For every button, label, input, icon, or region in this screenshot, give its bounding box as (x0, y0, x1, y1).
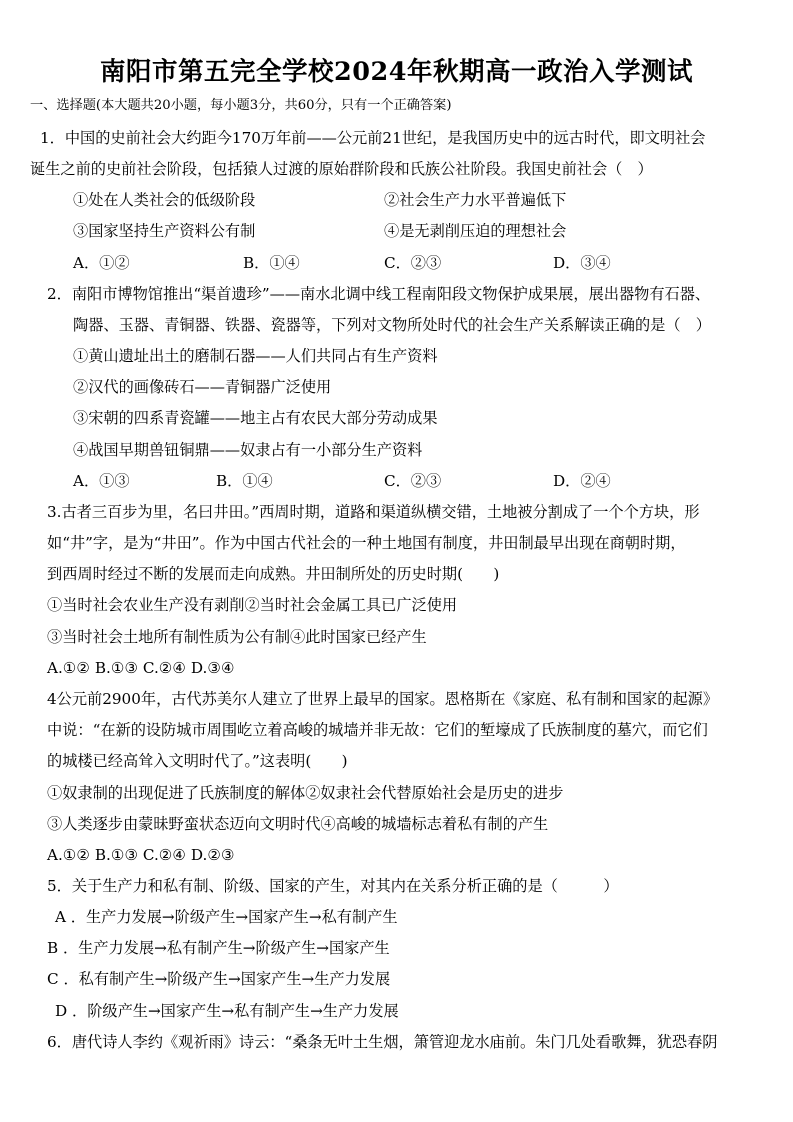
q5-stem: 5．关于生产力和私有制、阶级、国家的产生，对其内在关系分析正确的是（ ） (47, 877, 619, 895)
q4-options[interactable]: A.①② B.①③ C.②④ D.②③ (47, 846, 235, 864)
page-title: 南阳市第五完全学校2024年秋期高一政治入学测试 (100, 57, 693, 87)
q1-statement-1: ①处在人类社会的低级阶段 (73, 191, 256, 209)
q2-statement-1: ①黄山遗址出土的磨制石器——人们共同占有生产资料 (73, 347, 438, 365)
q2-stem-line2: 陶器、玉器、青铜器、铁器、瓷器等，下列对文物所处时代的社会生产关系解读正确的是（ ） (73, 316, 711, 334)
q3-stem-line1: 3.古者三百步为里，名曰井田。”西周时期，道路和渠道纵横交错，土地被分割成了一个个方块，形 (47, 503, 700, 521)
q2-statement-4: ④战国早期兽钮铜鼎——奴隶占有一小部分生产资料 (73, 441, 423, 459)
q2-option-a[interactable]: A．①③ (73, 472, 130, 490)
q2-option-b[interactable]: B．①④ (216, 472, 273, 490)
q5-option-a[interactable]: A ．生产力发展→阶级产生→国家产生→私有制产生 (55, 908, 398, 926)
q1-option-d[interactable]: D．③④ (553, 254, 611, 272)
q3-options[interactable]: A.①② B.①③ C.②④ D.③④ (47, 659, 235, 677)
q1-option-a[interactable]: A．①② (73, 254, 130, 272)
q2-statement-3: ③宋朝的四系青瓷罐——地主占有农民大部分劳动成果 (73, 409, 438, 427)
q4-stem-line2: 中说：“在新的设防城市周围屹立着高峻的城墙并非无故：它们的堑壕成了氏族制度的墓穴，而它们 (47, 721, 708, 739)
q6-stem-line1: 6．唐代诗人李约《观祈雨》诗云：“桑条无叶土生烟，箫管迎龙水庙前。朱门几处看歌舞，犹恐春阴 (47, 1033, 718, 1051)
q4-statements-1-2: ①奴隶制的出现促进了氏族制度的解体②奴隶社会代替原始社会是历史的进步 (47, 784, 564, 802)
q1-option-c[interactable]: C．②③ (384, 254, 442, 272)
q4-statements-3-4: ③人类逐步由蒙昧野蛮状态迈向文明时代④高峻的城墙标志着私有制的产生 (47, 815, 549, 833)
q1-statement-2: ②社会生产力水平普遍低下 (384, 191, 567, 209)
q5-option-b[interactable]: B ．生产力发展→私有制产生→阶级产生→国家产生 (47, 939, 390, 957)
q5-option-c[interactable]: C ．私有制产生→阶级产生→国家产生→生产力发展 (47, 970, 391, 988)
q4-stem-line1: 4公元前2900年，古代苏美尔人建立了世界上最早的国家。恩格斯在《家庭、私有制和国家的起源》 (47, 690, 719, 708)
q1-statement-3: ③国家坚持生产资料公有制 (73, 222, 256, 240)
q3-statements-3-4: ③当时社会土地所有制性质为公有制④此时国家已经产生 (47, 628, 427, 646)
q1-stem-line1: 1．中国的史前社会大约距今170万年前——公元前21世纪，是我国历史中的远古时代，即文明社会 (40, 129, 706, 147)
q3-stem-line2: 如“井”字，是为“井田”。作为中国古代社会的一种土地国有制度，井田制最早出现在商朝时期， (47, 534, 686, 552)
q1-statement-4: ④是无剥削压迫的理想社会 (384, 222, 567, 240)
q3-statements-1-2: ①当时社会农业生产没有剥削②当时社会金属工具已广泛使用 (47, 596, 458, 614)
q2-option-c[interactable]: C．②③ (384, 472, 442, 490)
q1-option-b[interactable]: B．①④ (243, 254, 300, 272)
q2-stem-line1: 2．南阳市博物馆推出“渠首遗珍”——南水北调中线工程南阳段文物保护成果展，展出器物有石器、 (47, 285, 711, 303)
q4-stem-line3: 的城楼已经高耸入文明时代了。”这表明( ) (47, 752, 348, 770)
q5-option-d[interactable]: D ．阶级产生→国家产生→私有制产生→生产力发展 (55, 1002, 399, 1020)
q1-stem-line2: 诞生之前的史前社会阶段，包括猿人过渡的原始群阶段和氏族公社阶段。我国史前社会（ ） (30, 160, 653, 178)
q2-option-d[interactable]: D．②④ (553, 472, 611, 490)
q3-stem-line3: 到西周时经过不断的发展而走向成熟。井田制所处的历史时期( ) (47, 565, 500, 583)
q2-statement-2: ②汉代的画像砖石——青铜器广泛使用 (73, 378, 332, 396)
section-heading: 一、选择题(本大题共20小题，每小题3分，共60分，只有一个正确答案) (30, 98, 452, 113)
